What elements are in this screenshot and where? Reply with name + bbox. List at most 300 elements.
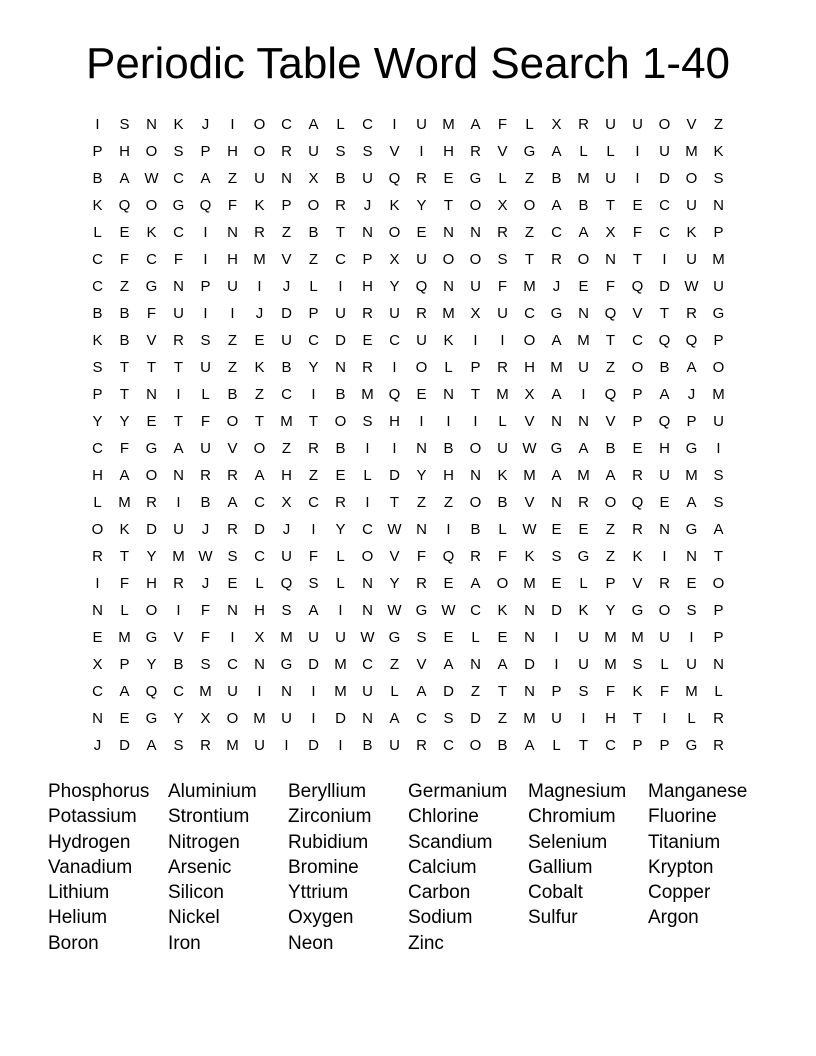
grid-letter[interactable]: E: [119, 224, 130, 241]
grid-letter[interactable]: M: [118, 629, 131, 646]
grid-letter[interactable]: K: [254, 197, 265, 214]
grid-letter[interactable]: U: [227, 683, 238, 700]
grid-letter[interactable]: E: [335, 467, 346, 484]
grid-letter[interactable]: I: [365, 494, 370, 511]
grid-letter[interactable]: U: [686, 251, 697, 268]
grid-letter[interactable]: S: [119, 116, 130, 133]
grid-letter[interactable]: T: [119, 359, 130, 376]
grid-letter[interactable]: Z: [443, 494, 454, 511]
grid-letter[interactable]: V: [686, 116, 697, 133]
grid-letter[interactable]: B: [308, 224, 319, 241]
grid-letter[interactable]: I: [257, 683, 262, 700]
grid-letter[interactable]: O: [91, 521, 104, 538]
grid-letter[interactable]: I: [203, 305, 208, 322]
grid-letter[interactable]: C: [146, 251, 157, 268]
grid-letter[interactable]: A: [119, 683, 130, 700]
grid-letter[interactable]: J: [93, 737, 102, 754]
grid-letter[interactable]: R: [470, 143, 481, 160]
grid-letter[interactable]: T: [578, 737, 589, 754]
grid-letter[interactable]: N: [281, 683, 292, 700]
grid-letter[interactable]: S: [173, 737, 184, 754]
grid-letter[interactable]: N: [470, 224, 481, 241]
grid-letter[interactable]: I: [500, 332, 505, 349]
grid-letter[interactable]: E: [146, 413, 157, 430]
grid-letter[interactable]: F: [308, 548, 319, 565]
grid-letter[interactable]: G: [145, 710, 158, 727]
grid-letter[interactable]: R: [362, 305, 373, 322]
grid-letter[interactable]: R: [497, 224, 508, 241]
grid-letter[interactable]: P: [92, 143, 103, 160]
grid-letter[interactable]: S: [335, 143, 346, 160]
grid-letter[interactable]: J: [201, 521, 210, 538]
grid-letter[interactable]: U: [254, 737, 265, 754]
grid-letter[interactable]: X: [551, 116, 562, 133]
grid-letter[interactable]: Q: [631, 278, 644, 295]
grid-letter[interactable]: K: [524, 548, 535, 565]
grid-letter[interactable]: D: [281, 305, 292, 322]
grid-letter[interactable]: G: [388, 629, 401, 646]
grid-letter[interactable]: O: [604, 494, 617, 511]
grid-letter[interactable]: S: [362, 143, 373, 160]
grid-letter[interactable]: T: [659, 305, 670, 322]
grid-letter[interactable]: C: [335, 251, 346, 268]
grid-letter[interactable]: U: [254, 170, 265, 187]
grid-letter[interactable]: O: [442, 251, 455, 268]
grid-letter[interactable]: C: [254, 548, 265, 565]
grid-letter[interactable]: A: [227, 494, 238, 511]
grid-letter[interactable]: Y: [119, 413, 130, 430]
grid-letter[interactable]: A: [578, 224, 589, 241]
grid-letter[interactable]: Q: [631, 494, 644, 511]
grid-letter[interactable]: H: [605, 710, 616, 727]
grid-letter[interactable]: J: [255, 305, 264, 322]
grid-letter[interactable]: G: [550, 305, 563, 322]
grid-letter[interactable]: P: [362, 251, 373, 268]
grid-letter[interactable]: W: [522, 440, 537, 457]
grid-letter[interactable]: L: [498, 521, 507, 538]
grid-letter[interactable]: Z: [713, 116, 724, 133]
grid-letter[interactable]: V: [227, 440, 238, 457]
grid-letter[interactable]: P: [686, 413, 697, 430]
grid-letter[interactable]: O: [712, 359, 725, 376]
grid-letter[interactable]: O: [631, 359, 644, 376]
grid-letter[interactable]: T: [254, 413, 265, 430]
grid-letter[interactable]: I: [473, 332, 478, 349]
grid-letter[interactable]: T: [389, 494, 400, 511]
grid-letter[interactable]: U: [605, 170, 616, 187]
grid-letter[interactable]: Z: [416, 494, 427, 511]
grid-letter[interactable]: U: [659, 467, 670, 484]
grid-letter[interactable]: Y: [335, 521, 346, 538]
grid-letter[interactable]: M: [253, 251, 266, 268]
grid-letter[interactable]: I: [473, 413, 478, 430]
grid-letter[interactable]: W: [144, 170, 159, 187]
grid-letter[interactable]: U: [497, 305, 508, 322]
grid-letter[interactable]: C: [443, 737, 454, 754]
grid-letter[interactable]: O: [253, 116, 266, 133]
grid-letter[interactable]: P: [713, 629, 724, 646]
grid-letter[interactable]: V: [389, 548, 400, 565]
grid-letter[interactable]: F: [659, 683, 670, 700]
grid-letter[interactable]: C: [659, 224, 670, 241]
grid-letter[interactable]: P: [470, 359, 481, 376]
grid-letter[interactable]: C: [632, 332, 643, 349]
grid-letter[interactable]: L: [336, 575, 345, 592]
grid-letter[interactable]: O: [361, 548, 374, 565]
grid-letter[interactable]: R: [173, 332, 184, 349]
grid-letter[interactable]: N: [362, 575, 373, 592]
grid-letter[interactable]: X: [524, 386, 535, 403]
grid-letter[interactable]: N: [416, 521, 427, 538]
grid-letter[interactable]: E: [578, 278, 589, 295]
grid-letter[interactable]: Z: [227, 170, 238, 187]
grid-letter[interactable]: O: [145, 143, 158, 160]
grid-letter[interactable]: U: [470, 278, 481, 295]
grid-letter[interactable]: B: [335, 440, 346, 457]
grid-letter[interactable]: K: [497, 467, 508, 484]
grid-letter[interactable]: L: [255, 575, 264, 592]
grid-letter[interactable]: M: [550, 359, 563, 376]
grid-letter[interactable]: P: [632, 413, 643, 430]
grid-letter[interactable]: N: [605, 251, 616, 268]
grid-letter[interactable]: X: [389, 251, 400, 268]
grid-letter[interactable]: R: [578, 116, 589, 133]
grid-letter[interactable]: M: [685, 467, 698, 484]
grid-letter[interactable]: I: [176, 494, 181, 511]
grid-letter[interactable]: T: [173, 359, 184, 376]
grid-letter[interactable]: Y: [605, 602, 616, 619]
grid-letter[interactable]: O: [145, 197, 158, 214]
grid-letter[interactable]: N: [362, 710, 373, 727]
grid-letter[interactable]: G: [145, 629, 158, 646]
grid-letter[interactable]: U: [497, 440, 508, 457]
grid-letter[interactable]: M: [712, 386, 725, 403]
grid-letter[interactable]: A: [119, 467, 130, 484]
grid-letter[interactable]: X: [281, 494, 292, 511]
grid-letter[interactable]: Z: [308, 467, 319, 484]
grid-letter[interactable]: A: [497, 656, 508, 673]
grid-letter[interactable]: C: [389, 332, 400, 349]
grid-letter[interactable]: P: [119, 656, 130, 673]
grid-letter[interactable]: E: [659, 494, 670, 511]
grid-letter[interactable]: B: [497, 737, 508, 754]
grid-letter[interactable]: N: [254, 656, 265, 673]
grid-letter[interactable]: O: [469, 197, 482, 214]
grid-letter[interactable]: O: [253, 440, 266, 457]
grid-letter[interactable]: I: [257, 278, 262, 295]
grid-letter[interactable]: B: [551, 170, 562, 187]
grid-letter[interactable]: D: [335, 710, 346, 727]
grid-letter[interactable]: I: [284, 737, 289, 754]
grid-letter[interactable]: B: [335, 386, 346, 403]
grid-letter[interactable]: Y: [389, 278, 400, 295]
grid-letter[interactable]: L: [471, 629, 480, 646]
grid-letter[interactable]: U: [659, 629, 670, 646]
grid-letter[interactable]: C: [362, 116, 373, 133]
grid-letter[interactable]: O: [307, 197, 320, 214]
grid-letter[interactable]: N: [173, 278, 184, 295]
grid-letter[interactable]: G: [631, 602, 644, 619]
grid-letter[interactable]: F: [119, 575, 130, 592]
grid-letter[interactable]: M: [604, 656, 617, 673]
grid-letter[interactable]: E: [551, 575, 562, 592]
grid-letter[interactable]: Z: [524, 224, 535, 241]
grid-letter[interactable]: F: [605, 683, 616, 700]
grid-letter[interactable]: L: [687, 710, 696, 727]
grid-letter[interactable]: Y: [389, 575, 400, 592]
grid-letter[interactable]: I: [338, 278, 343, 295]
grid-letter[interactable]: L: [606, 143, 615, 160]
grid-letter[interactable]: Q: [280, 575, 293, 592]
grid-letter[interactable]: U: [335, 305, 346, 322]
grid-letter[interactable]: M: [280, 629, 293, 646]
grid-letter[interactable]: S: [713, 494, 724, 511]
grid-letter[interactable]: N: [713, 197, 724, 214]
grid-letter[interactable]: O: [469, 737, 482, 754]
grid-letter[interactable]: G: [469, 170, 482, 187]
grid-letter[interactable]: E: [686, 575, 697, 592]
grid-letter[interactable]: K: [119, 521, 130, 538]
grid-letter[interactable]: M: [496, 386, 509, 403]
grid-letter[interactable]: W: [387, 602, 402, 619]
grid-letter[interactable]: O: [658, 602, 671, 619]
grid-letter[interactable]: M: [577, 467, 590, 484]
grid-letter[interactable]: N: [227, 602, 238, 619]
grid-letter[interactable]: I: [662, 251, 667, 268]
grid-letter[interactable]: T: [497, 683, 508, 700]
grid-letter[interactable]: R: [227, 467, 238, 484]
grid-letter[interactable]: N: [443, 278, 454, 295]
grid-letter[interactable]: P: [605, 575, 616, 592]
grid-letter[interactable]: D: [308, 656, 319, 673]
grid-letter[interactable]: N: [362, 602, 373, 619]
grid-letter[interactable]: S: [281, 602, 292, 619]
grid-letter[interactable]: N: [524, 683, 535, 700]
grid-letter[interactable]: S: [713, 170, 724, 187]
grid-letter[interactable]: N: [578, 305, 589, 322]
grid-letter[interactable]: O: [685, 170, 698, 187]
grid-letter[interactable]: U: [227, 278, 238, 295]
grid-letter[interactable]: I: [338, 737, 343, 754]
grid-letter[interactable]: F: [605, 278, 616, 295]
grid-letter[interactable]: U: [281, 710, 292, 727]
grid-letter[interactable]: I: [365, 440, 370, 457]
grid-letter[interactable]: X: [308, 170, 319, 187]
grid-letter[interactable]: G: [685, 521, 698, 538]
grid-letter[interactable]: Q: [388, 170, 401, 187]
grid-letter[interactable]: Q: [145, 683, 158, 700]
grid-letter[interactable]: I: [176, 602, 181, 619]
grid-letter[interactable]: G: [280, 656, 293, 673]
grid-letter[interactable]: O: [712, 575, 725, 592]
grid-letter[interactable]: C: [227, 656, 238, 673]
grid-letter[interactable]: D: [659, 170, 670, 187]
grid-letter[interactable]: B: [92, 170, 103, 187]
grid-letter[interactable]: P: [632, 386, 643, 403]
grid-letter[interactable]: N: [335, 359, 346, 376]
grid-letter[interactable]: G: [145, 278, 158, 295]
grid-letter[interactable]: Z: [497, 710, 508, 727]
grid-letter[interactable]: N: [362, 224, 373, 241]
grid-letter[interactable]: K: [713, 143, 724, 160]
grid-letter[interactable]: S: [632, 656, 643, 673]
grid-letter[interactable]: S: [497, 251, 508, 268]
grid-letter[interactable]: M: [523, 278, 536, 295]
grid-letter[interactable]: S: [308, 575, 319, 592]
grid-letter[interactable]: K: [92, 197, 103, 214]
grid-letter[interactable]: J: [363, 197, 372, 214]
grid-letter[interactable]: G: [550, 440, 563, 457]
grid-letter[interactable]: I: [311, 521, 316, 538]
grid-letter[interactable]: S: [551, 548, 562, 565]
grid-letter[interactable]: R: [281, 143, 292, 160]
grid-letter[interactable]: L: [444, 359, 453, 376]
grid-letter[interactable]: T: [443, 197, 454, 214]
grid-letter[interactable]: R: [200, 467, 211, 484]
grid-letter[interactable]: V: [146, 332, 157, 349]
grid-letter[interactable]: C: [281, 116, 292, 133]
grid-letter[interactable]: K: [389, 197, 400, 214]
grid-letter[interactable]: H: [227, 143, 238, 160]
grid-letter[interactable]: N: [470, 656, 481, 673]
grid-letter[interactable]: A: [578, 440, 589, 457]
grid-letter[interactable]: K: [146, 224, 157, 241]
grid-letter[interactable]: O: [577, 251, 590, 268]
grid-letter[interactable]: D: [119, 737, 130, 754]
grid-letter[interactable]: T: [119, 548, 130, 565]
grid-letter[interactable]: R: [416, 170, 427, 187]
grid-letter[interactable]: M: [712, 251, 725, 268]
grid-letter[interactable]: I: [311, 386, 316, 403]
grid-letter[interactable]: U: [578, 359, 589, 376]
grid-letter[interactable]: Z: [605, 521, 616, 538]
grid-letter[interactable]: B: [335, 170, 346, 187]
grid-letter[interactable]: A: [551, 386, 562, 403]
grid-letter[interactable]: V: [173, 629, 184, 646]
grid-letter[interactable]: B: [659, 359, 670, 376]
grid-letter[interactable]: Z: [524, 170, 535, 187]
grid-letter[interactable]: L: [93, 224, 102, 241]
grid-letter[interactable]: W: [441, 602, 456, 619]
grid-letter[interactable]: L: [579, 143, 588, 160]
grid-letter[interactable]: Y: [416, 467, 427, 484]
grid-letter[interactable]: A: [659, 386, 670, 403]
grid-letter[interactable]: C: [524, 305, 535, 322]
grid-letter[interactable]: F: [416, 548, 427, 565]
grid-letter[interactable]: M: [280, 413, 293, 430]
grid-letter[interactable]: U: [200, 440, 211, 457]
grid-letter[interactable]: M: [604, 629, 617, 646]
grid-letter[interactable]: Y: [146, 656, 157, 673]
grid-letter[interactable]: A: [200, 170, 211, 187]
grid-letter[interactable]: Q: [442, 548, 455, 565]
grid-letter[interactable]: F: [497, 548, 508, 565]
grid-letter[interactable]: T: [470, 386, 481, 403]
grid-letter[interactable]: S: [92, 359, 103, 376]
grid-letter[interactable]: U: [686, 656, 697, 673]
grid-letter[interactable]: H: [146, 575, 157, 592]
grid-letter[interactable]: Z: [605, 548, 616, 565]
grid-letter[interactable]: L: [498, 170, 507, 187]
grid-letter[interactable]: O: [658, 116, 671, 133]
grid-letter[interactable]: A: [551, 197, 562, 214]
grid-letter[interactable]: R: [578, 494, 589, 511]
grid-letter[interactable]: Q: [604, 386, 617, 403]
grid-letter[interactable]: R: [551, 251, 562, 268]
grid-letter[interactable]: S: [227, 548, 238, 565]
grid-letter[interactable]: L: [201, 386, 210, 403]
grid-letter[interactable]: M: [442, 305, 455, 322]
grid-letter[interactable]: G: [712, 305, 725, 322]
grid-letter[interactable]: H: [119, 143, 130, 160]
grid-letter[interactable]: N: [443, 224, 454, 241]
grid-letter[interactable]: H: [443, 467, 454, 484]
grid-letter[interactable]: A: [470, 116, 481, 133]
grid-letter[interactable]: P: [632, 737, 643, 754]
grid-letter[interactable]: C: [92, 278, 103, 295]
grid-letter[interactable]: Y: [173, 710, 184, 727]
grid-letter[interactable]: F: [173, 251, 184, 268]
grid-letter[interactable]: F: [119, 440, 130, 457]
grid-letter[interactable]: E: [254, 332, 265, 349]
grid-letter[interactable]: B: [443, 440, 454, 457]
grid-letter[interactable]: F: [497, 116, 508, 133]
grid-letter[interactable]: I: [392, 440, 397, 457]
grid-letter[interactable]: L: [525, 116, 534, 133]
grid-letter[interactable]: G: [685, 737, 698, 754]
grid-letter[interactable]: A: [146, 737, 157, 754]
grid-letter[interactable]: A: [551, 143, 562, 160]
grid-letter[interactable]: W: [684, 278, 699, 295]
grid-letter[interactable]: M: [577, 170, 590, 187]
grid-letter[interactable]: R: [659, 575, 670, 592]
grid-letter[interactable]: I: [203, 224, 208, 241]
grid-letter[interactable]: B: [92, 305, 103, 322]
grid-letter[interactable]: J: [282, 521, 291, 538]
grid-letter[interactable]: S: [362, 413, 373, 430]
grid-letter[interactable]: U: [308, 143, 319, 160]
grid-letter[interactable]: Z: [308, 251, 319, 268]
grid-letter[interactable]: E: [443, 629, 454, 646]
grid-letter[interactable]: I: [635, 170, 640, 187]
grid-letter[interactable]: W: [360, 629, 375, 646]
grid-letter[interactable]: R: [416, 575, 427, 592]
grid-letter[interactable]: Q: [118, 197, 131, 214]
grid-letter[interactable]: X: [92, 656, 103, 673]
grid-letter[interactable]: A: [308, 116, 319, 133]
grid-letter[interactable]: I: [203, 251, 208, 268]
grid-letter[interactable]: S: [686, 602, 697, 619]
grid-letter[interactable]: L: [498, 413, 507, 430]
grid-letter[interactable]: I: [338, 602, 343, 619]
grid-letter[interactable]: I: [716, 440, 721, 457]
grid-letter[interactable]: N: [470, 467, 481, 484]
grid-letter[interactable]: O: [226, 710, 239, 727]
grid-letter[interactable]: A: [416, 683, 427, 700]
grid-letter[interactable]: V: [389, 143, 400, 160]
grid-letter[interactable]: U: [281, 548, 292, 565]
grid-letter[interactable]: U: [389, 737, 400, 754]
grid-letter[interactable]: M: [685, 683, 698, 700]
grid-letter[interactable]: L: [336, 548, 345, 565]
grid-letter[interactable]: Q: [199, 197, 212, 214]
grid-letter[interactable]: C: [281, 386, 292, 403]
grid-letter[interactable]: N: [416, 440, 427, 457]
grid-letter[interactable]: A: [173, 440, 184, 457]
grid-letter[interactable]: O: [469, 251, 482, 268]
grid-letter[interactable]: Q: [415, 278, 428, 295]
grid-letter[interactable]: P: [200, 278, 211, 295]
